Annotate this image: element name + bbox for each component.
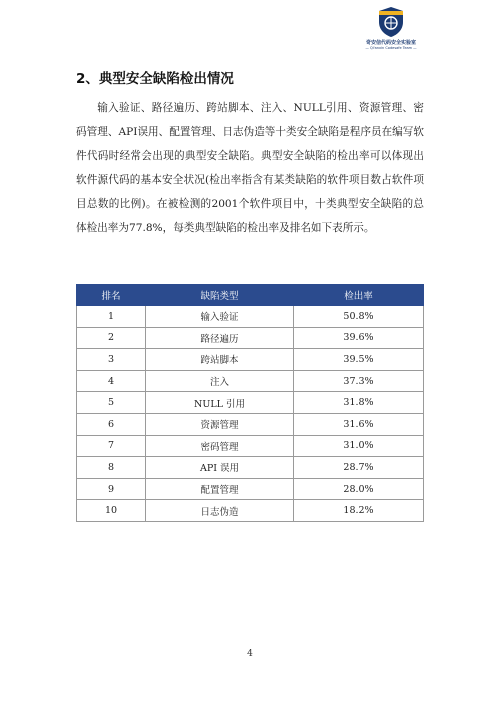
detection-rate-cell: 28.7% <box>294 457 424 479</box>
detection-rate-cell: 28.0% <box>294 478 424 500</box>
section-title: 2、典型安全缺陷检出情况 <box>76 71 234 87</box>
table-row <box>77 413 424 435</box>
table-row <box>77 306 424 328</box>
rank-cell: 5 <box>77 392 146 414</box>
detection-rate-cell: 31.6% <box>294 413 424 435</box>
column-header-defect-type: 缺陷类型 <box>146 285 294 306</box>
defect-type-cell: 输入验证 <box>146 306 294 328</box>
rank-cell: 9 <box>77 478 146 500</box>
detection-rate-cell: 31.8% <box>294 392 424 414</box>
defect-type-cell: NULL 引用 <box>146 392 294 414</box>
defect-type-cell: API 误用 <box>146 457 294 479</box>
rank-cell: 7 <box>77 435 146 457</box>
table-header-row <box>77 285 424 306</box>
defect-type-cell: 配置管理 <box>146 478 294 500</box>
header-logo <box>360 6 422 50</box>
table-row <box>77 392 424 414</box>
defect-type-cell: 日志伪造 <box>146 500 294 522</box>
section-paragraph: 输入验证、路径遍历、跨站脚本、注入、NULL引用、资源管理、密码管理、API误用、配置管理、日志伪造等十类安全缺陷是程序员在编写软件代码时经常会出现的典型安全缺陷。典型安全缺陷的检出率可以体现出软件源代码的基本安全状况(检出率指含有某类缺陷的软件项目数占软件项目总数的比例)。在被检测的2001个软件项目中，十类典型安全缺陷的总体检出率为77.8%，每类典型缺陷的检出率及排名如下表所示。 <box>76 102 424 235</box>
defect-rate-table <box>76 284 424 522</box>
rank-cell: 3 <box>77 349 146 371</box>
rank-cell: 1 <box>77 306 146 328</box>
detection-rate-cell: 39.6% <box>294 327 424 349</box>
column-header-detection-rate: 检出率 <box>294 285 424 306</box>
logo-name: 奇安信代码安全实验室 <box>365 40 416 46</box>
defect-type-cell: 路径遍历 <box>146 327 294 349</box>
detection-rate-cell: 18.2% <box>294 500 424 522</box>
defect-type-cell: 资源管理 <box>146 413 294 435</box>
detection-rate-cell: 37.3% <box>294 370 424 392</box>
shield-logo-icon <box>378 6 404 38</box>
table-row <box>77 500 424 522</box>
page-number: 4 <box>247 649 253 659</box>
detection-rate-cell: 39.5% <box>294 349 424 371</box>
table-row <box>77 435 424 457</box>
table-body <box>77 306 424 522</box>
detection-rate-cell: 31.0% <box>294 435 424 457</box>
defect-type-cell: 注入 <box>146 370 294 392</box>
rank-cell: 10 <box>77 500 146 522</box>
table-row <box>77 349 424 371</box>
rank-cell: 4 <box>77 370 146 392</box>
table-row <box>77 327 424 349</box>
rank-cell: 2 <box>77 327 146 349</box>
logo-subtitle: — Qi'anxin Codesafe Team — <box>365 46 417 50</box>
defect-type-cell: 密码管理 <box>146 435 294 457</box>
column-header-rank: 排名 <box>77 285 146 306</box>
rank-cell: 6 <box>77 413 146 435</box>
defect-type-cell: 跨站脚本 <box>146 349 294 371</box>
table-row <box>77 370 424 392</box>
detection-rate-cell: 50.8% <box>294 306 424 328</box>
table-row <box>77 478 424 500</box>
table-row <box>77 457 424 479</box>
rank-cell: 8 <box>77 457 146 479</box>
